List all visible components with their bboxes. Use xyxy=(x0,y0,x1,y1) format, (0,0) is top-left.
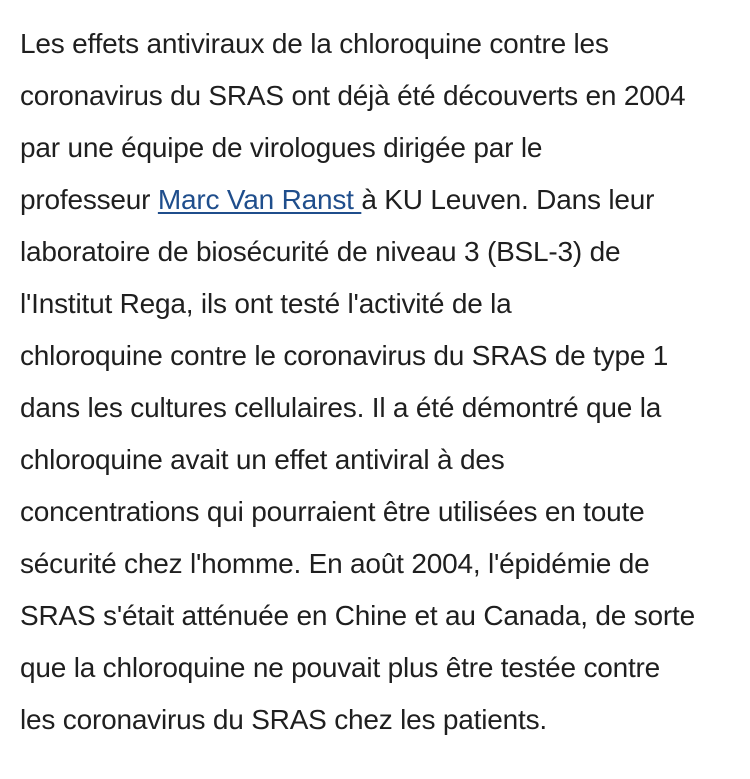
text-line-with-link xyxy=(20,174,732,226)
text-line: coronavirus du SRAS ont déjà été découverts en 2004 xyxy=(20,80,686,111)
text-line: dans les cultures cellulaires. Il a été démontré que la xyxy=(20,392,662,423)
article-paragraph xyxy=(20,18,732,746)
text-line: Les effets antiviraux de la chloroquine contre les xyxy=(20,28,609,59)
text-line: chloroquine contre le coronavirus du SRAS de type 1 xyxy=(20,340,669,371)
text-line: l'Institut Rega, ils ont testé l'activité de la xyxy=(20,288,512,319)
text-line: SRAS s'était atténuée en Chine et au Canada, de sorte xyxy=(20,600,695,631)
text-line: concentrations qui pourraient être utilisées en toute xyxy=(20,496,645,527)
text-line: par une équipe de virologues dirigée par le xyxy=(20,132,543,163)
text-line: sécurité chez l'homme. En août 2004, l'épidémie de xyxy=(20,548,650,579)
text-segment: professeur xyxy=(20,184,158,215)
text-line: que la chloroquine ne pouvait plus être testée contre xyxy=(20,652,661,683)
marc-van-ranst-link[interactable]: Marc Van Ranst xyxy=(157,184,362,215)
text-line: laboratoire de biosécurité de niveau 3 (BSL-3) de xyxy=(20,236,621,267)
text-segment: à KU Leuven. Dans leur xyxy=(361,184,655,215)
text-line: les coronavirus du SRAS chez les patients. xyxy=(20,704,547,735)
text-line: chloroquine avait un effet antiviral à des xyxy=(20,444,505,475)
